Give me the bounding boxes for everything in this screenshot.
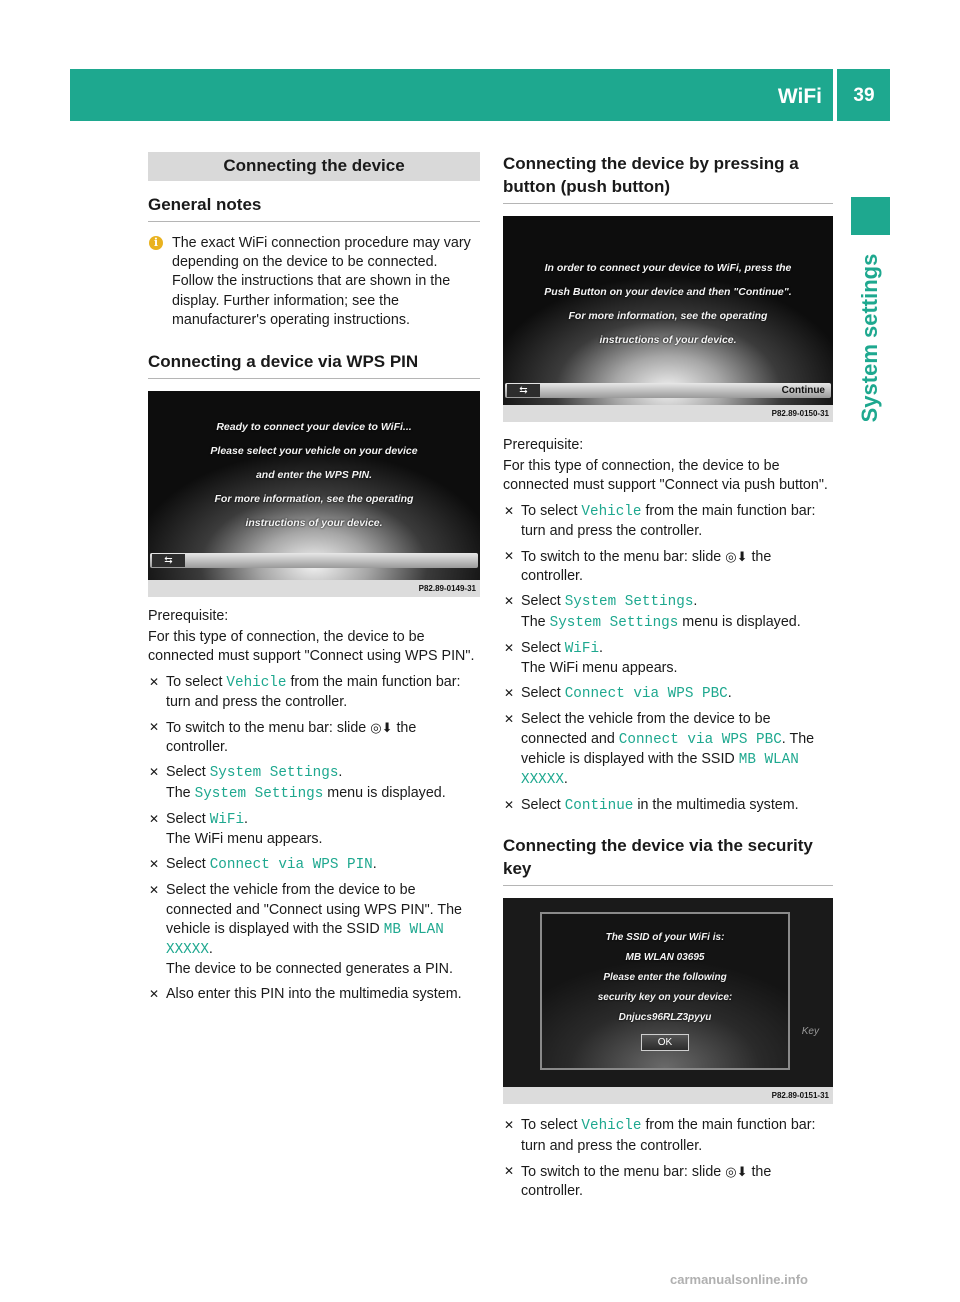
figure-code: P82.89-0149-31: [148, 580, 480, 597]
side-tab-marker: [851, 197, 890, 235]
screen-text: [503, 256, 833, 352]
screen-menu-bar: [150, 553, 478, 568]
list-item: ✕ To switch to the menu bar: slide ◎⬇ the controller.: [504, 1163, 772, 1200]
page-number: 39: [853, 85, 875, 106]
step-arrow-icon: ✕: [504, 1163, 515, 1178]
push-button-screenshot: [503, 216, 833, 422]
list-item: ✕ Select System Settings. The System Settings menu is displayed.: [504, 593, 801, 631]
menu-term: System Settings: [194, 785, 324, 802]
step-arrow-icon: ✕: [504, 798, 515, 813]
figure-code: P82.89-0151-31: [503, 1087, 833, 1104]
screen-line: security key on your device:: [597, 992, 733, 1004]
menu-term: Continue: [564, 798, 634, 815]
list-item: ✕ Select the vehicle from the device to be connected and "Connect using WPS PIN". The vehicle is displayed with the SSID MB WLAN XXXXX. The device to be connected generates a PIN.: [149, 882, 462, 978]
screen-line: Please enter the following: [603, 972, 727, 984]
menu-term: Connect via WPS PIN: [209, 857, 373, 874]
watermark: carmanualsonline.info: [670, 1272, 808, 1287]
controller-slide-icon: ◎⬇: [725, 549, 748, 565]
list-item: ✕ Select System Settings. The System Settings menu is displayed.: [149, 764, 446, 802]
screen-line: In order to connect your device to WiFi, press the: [544, 262, 792, 274]
step-arrow-icon: ✕: [149, 720, 160, 735]
list-item: ✕ Select WiFi. The WiFi menu appears.: [504, 639, 678, 677]
chapter-title: WiFi: [777, 85, 822, 108]
screen-text: [148, 415, 480, 535]
menu-term: Connect via WPS PBC: [618, 731, 782, 748]
list-item: ✕ To select Vehicle from the main function bar: turn and press the controller.: [504, 1117, 816, 1154]
screen-line: For more information, see the operating: [568, 310, 768, 322]
wps-pin-screenshot: [148, 391, 480, 597]
step-arrow-icon: ✕: [149, 857, 160, 872]
ssid-dialog: [540, 912, 790, 1070]
step-arrow-icon: ✕: [149, 674, 160, 689]
side-tab-label: System settings: [857, 253, 882, 423]
list-item: ✕ Also enter this PIN into the multimedia system.: [148, 985, 480, 1004]
list-item: ✕ Select Continue in the multimedia system.: [504, 797, 799, 815]
screen-line: Please select your vehicle on your device: [210, 445, 418, 458]
screen-line: Ready to connect your device to WiFi...: [216, 421, 412, 434]
figure-code: P82.89-0150-31: [503, 405, 833, 422]
info-note-text: The exact WiFi connection procedure may vary depending on the device to be connected. Follow the instructions that are shown in the display. Further information; see the manufacturer's operating instructions.: [172, 235, 471, 328]
menu-term: Vehicle: [581, 503, 642, 520]
step-arrow-icon: ✕: [504, 712, 515, 727]
security-key-steps: [503, 1116, 833, 1201]
step-arrow-icon: ✕: [149, 987, 160, 1002]
step-arrow-icon: ✕: [149, 883, 160, 898]
wps-pin-heading: Connecting a device via WPS PIN: [148, 350, 480, 379]
controller-slide-icon: ◎⬇: [370, 720, 393, 736]
step-arrow-icon: ✕: [149, 765, 160, 780]
back-arrow-icon: ⇆: [507, 384, 540, 397]
screen-line: The SSID of your WiFi is:: [605, 932, 725, 944]
wps-pin-steps: [148, 673, 480, 1005]
push-button-steps: [503, 502, 833, 817]
prerequisite-text: For this type of connection, the device to be connected must support "Connect using WPS PIN".: [148, 629, 475, 665]
menu-term: System Settings: [564, 594, 694, 611]
info-icon: i: [149, 236, 163, 250]
list-item: ✕ Select Connect via WPS PBC.: [504, 685, 732, 703]
continue-button: Continue: [781, 385, 825, 396]
security-key-screenshot: [503, 898, 833, 1104]
list-item: ✕ To switch to the menu bar: slide ◎⬇ the controller.: [149, 720, 417, 756]
list-item: ✕ To switch to the menu bar: slide ◎⬇ the controller.: [504, 549, 772, 585]
back-arrow-icon: ⇆: [152, 554, 185, 567]
step-arrow-icon: ✕: [504, 686, 515, 701]
menu-term: Vehicle: [581, 1118, 642, 1135]
menu-term: WiFi: [564, 640, 600, 657]
prerequisite-label: Prerequisite:: [503, 437, 584, 453]
right-column: [503, 152, 833, 1207]
screen-line: For more information, see the operating: [214, 493, 414, 506]
list-item: ✕ Select the vehicle from the device to be connected and Connect via WPS PBC. The vehicle is displayed with the SSID MB WLAN XXXXX.: [504, 711, 815, 789]
step-arrow-icon: ✕: [149, 811, 160, 826]
screen-line: Push Button on your device and then "Continue".: [544, 286, 792, 298]
ok-button: OK: [641, 1034, 689, 1051]
menu-term: System Settings: [549, 614, 679, 631]
step-arrow-icon: ✕: [504, 1118, 515, 1133]
screen-line: instructions of your device.: [245, 517, 383, 530]
list-item: ✕ To select Vehicle from the main function bar: turn and press the controller.: [149, 673, 461, 710]
prerequisite-text: For this type of connection, the device to be connected must support "Connect via push button".: [503, 458, 828, 494]
push-button-heading: Connecting the device by pressing a button (push button): [503, 152, 833, 204]
header-separator: [833, 69, 837, 121]
security-key-heading: Connecting the device via the security key: [503, 834, 833, 886]
step-arrow-icon: ✕: [504, 594, 515, 609]
step-arrow-icon: ✕: [504, 503, 515, 518]
screen-line: instructions of your device.: [599, 334, 737, 346]
menu-term: Connect via WPS PBC: [564, 686, 728, 703]
background-menu-text: Key: [801, 1026, 819, 1038]
list-item: ✕ Select WiFi. The WiFi menu appears.: [149, 810, 323, 848]
left-column: [148, 152, 480, 1011]
prerequisite-label: Prerequisite:: [148, 608, 229, 625]
list-item: ✕ Select Connect via WPS PIN.: [149, 856, 377, 874]
menu-term: System Settings: [209, 765, 339, 782]
screen-line: Dnjucs96RLZ3pyyu: [618, 1012, 712, 1024]
controller-slide-icon: ◎⬇: [725, 1163, 748, 1179]
step-arrow-icon: ✕: [504, 640, 515, 655]
step-arrow-icon: ✕: [504, 549, 515, 564]
menu-term: MB WLAN XXXXX: [521, 751, 799, 789]
list-item: ✕ To select Vehicle from the main function bar: turn and press the controller.: [504, 502, 816, 539]
menu-term: MB WLAN XXXXX: [166, 921, 444, 959]
section-title: Connecting the device: [148, 152, 480, 181]
screen-line: and enter the WPS PIN.: [255, 469, 373, 482]
general-notes-heading: General notes: [148, 193, 480, 222]
screen-line: MB WLAN 03695: [625, 952, 705, 964]
menu-term: Vehicle: [226, 674, 287, 691]
menu-term: WiFi: [209, 811, 245, 828]
screen-menu-bar: [505, 383, 831, 398]
info-note: [148, 234, 480, 330]
